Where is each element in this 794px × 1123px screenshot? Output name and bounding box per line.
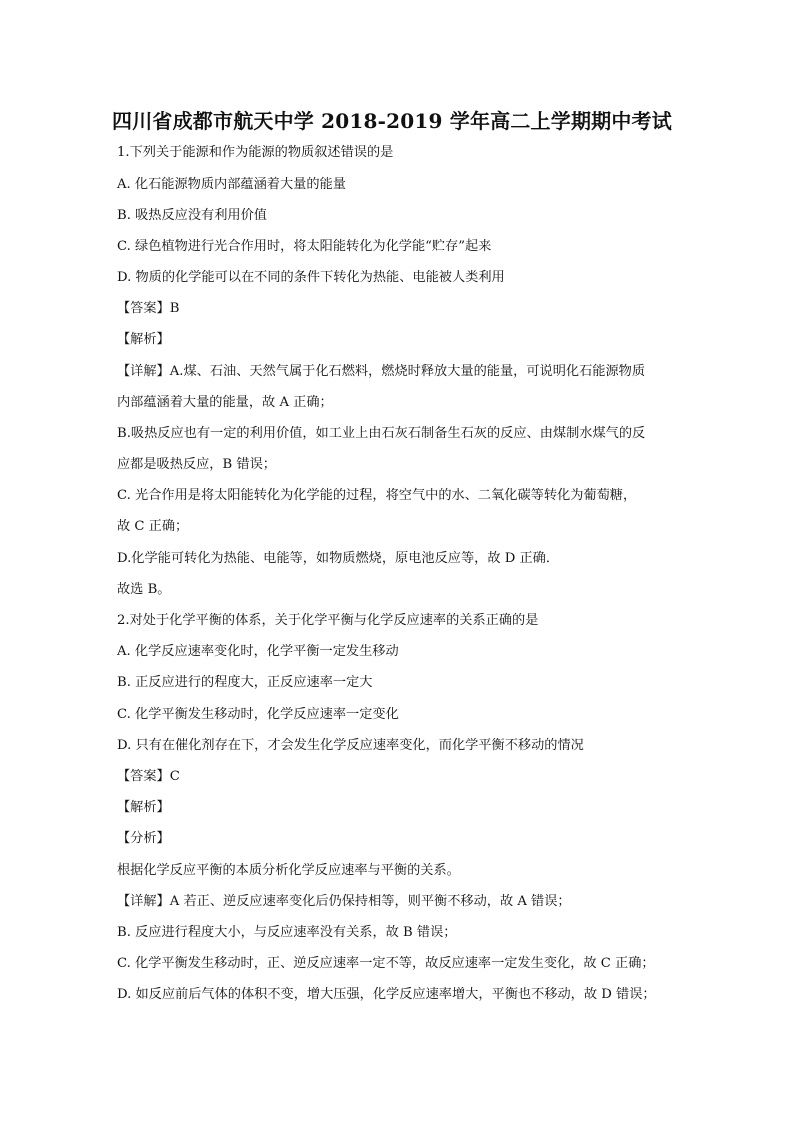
question-1-detail-line: 【详解】A.煤、石油、天然气属于化石燃料，燃烧时释放大量的能量，可说明化石能源物质 xyxy=(117,364,646,379)
question-1-conclusion: 故选 B。 xyxy=(117,582,171,597)
question-2-fenxi-heading: 【分析】 xyxy=(117,831,170,846)
page-title: 四川省成都市航天中学 2018-2019 学年高二上学期期中考试 xyxy=(112,109,672,133)
question-2-detail-line: 【详解】A 若正、逆反应速率变化后仍保持相等，则平衡不移动，故 A 错误； xyxy=(117,894,571,909)
question-2-detail-line: D. 如反应前后气体的体积不变，增大压强，化学反应速率增大，平衡也不移动，故 D 错误； xyxy=(117,987,656,1002)
question-2-option-b: B. 正反应进行的程度大，正反应速率一定大 xyxy=(117,675,373,690)
question-1-detail-line: 内部蕴涵着大量的能量，故 A 正确； xyxy=(117,395,333,410)
question-1-stem: 1.下列关于能源和作为能源的物质叙述错误的是 xyxy=(117,145,394,160)
question-2-detail-line: B. 反应进行程度大小，与反应速率没有关系，故 B 错误； xyxy=(117,925,457,940)
question-2-stem: 2.对处于化学平衡的体系，关于化学平衡与化学反应速率的关系正确的是 xyxy=(117,613,539,628)
question-1-detail-line: 故 C 正确； xyxy=(117,519,189,534)
question-2-answer: 【答案】C xyxy=(117,769,180,784)
question-1-option-d: D. 物质的化学能可以在不同的条件下转化为热能、电能被人类利用 xyxy=(117,270,505,285)
question-2-option-d: D. 只有在催化剂存在下，才会发生化学反应速率变化，而化学平衡不移动的情况 xyxy=(117,738,584,753)
question-2-detail-line: C. 化学平衡发生移动时，正、逆反应速率一定不等，故反应速率一定发生变化，故 C 正确； xyxy=(117,956,655,971)
question-2-option-c: C. 化学平衡发生移动时，化学反应速率一定变化 xyxy=(117,707,399,722)
question-1-detail-line: D.化学能可转化为热能、电能等，如物质燃烧，原电池反应等，故 D 正确． xyxy=(117,551,560,566)
question-2-analysis-heading: 【解析】 xyxy=(117,800,170,815)
question-1-option-c: C. 绿色植物进行光合作用时，将太阳能转化为化学能“贮存”起来 xyxy=(117,239,492,254)
question-1-detail-line: C. 光合作用是将太阳能转化为化学能的过程，将空气中的水、二氧化碳等转化为葡萄糖， xyxy=(117,488,637,503)
question-2-option-a: A. 化学反应速率变化时，化学平衡一定发生移动 xyxy=(117,644,399,659)
question-1-detail-line: 应都是吸热反应，B 错误； xyxy=(117,457,276,472)
question-1-answer: 【答案】B xyxy=(117,301,180,316)
question-1-option-a: A. 化石能源物质内部蕴涵着大量的能量 xyxy=(117,177,346,192)
question-1-option-b: B. 吸热反应没有利用价值 xyxy=(117,208,267,223)
question-1-analysis-heading: 【解析】 xyxy=(117,332,170,347)
question-2-fenxi-text: 根据化学反应平衡的本质分析化学反应速率与平衡的关系。 xyxy=(117,863,460,878)
question-1-detail-line: B.吸热反应也有一定的利用价值，如工业上由石灰石制备生石灰的反应、由煤制水煤气的反 xyxy=(117,426,646,441)
